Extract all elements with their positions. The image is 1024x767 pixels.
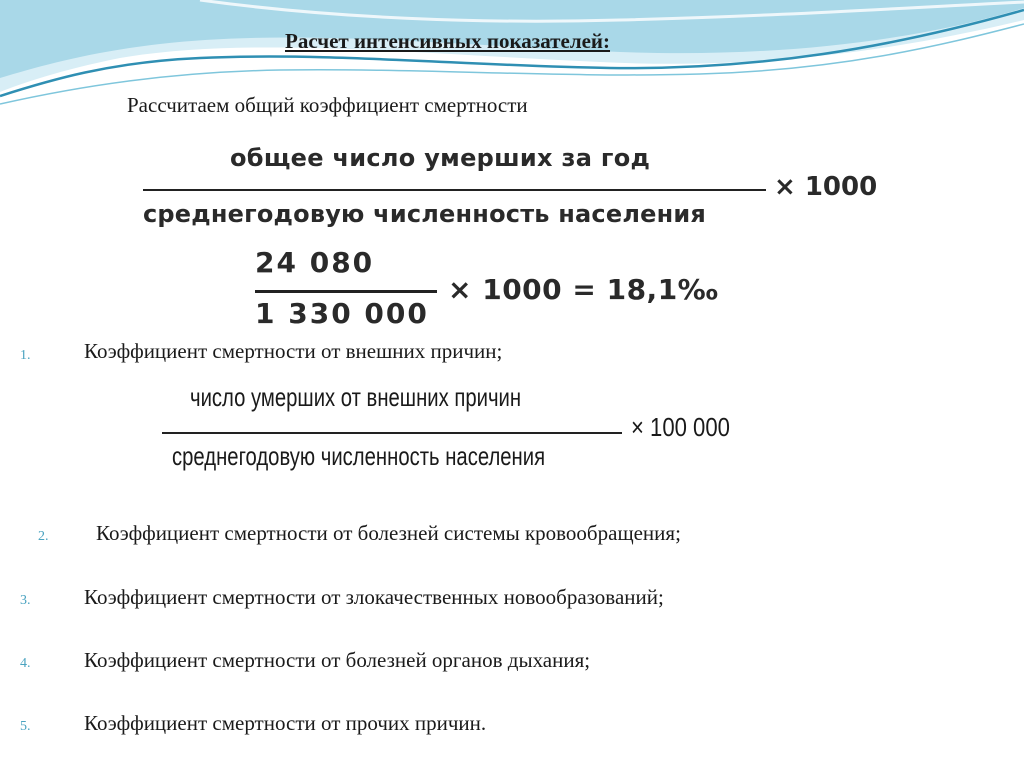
slide-subtitle: Рассчитаем общий коэффициент смертности — [127, 93, 528, 117]
formula-calc-numerator: 24 080 — [255, 246, 375, 279]
formula-calc-result: × 1000 = 18,1‰ — [448, 273, 719, 306]
formula-external-denominator: среднегодовую численность населения — [172, 441, 546, 471]
formula-general-numerator: общее число умерших за год — [230, 144, 651, 172]
formula-general-multiplier: × 1000 — [774, 172, 878, 202]
list-item-4-text: Коэффициент смертности от болезней органов дыхания; — [84, 648, 591, 672]
formula-external-fraction-line — [162, 432, 622, 434]
slide-title: Расчет интенсивных показателей: — [285, 29, 611, 53]
list-item-5-number: 5. — [20, 719, 31, 734]
formula-external-multiplier: × 100 000 — [631, 412, 730, 442]
list-item-3-number: 3. — [20, 593, 31, 608]
formula-general-fraction-line — [143, 189, 766, 191]
formula-external-numerator: число умерших от внешних причин — [190, 382, 522, 412]
list-item-5-text: Коэффициент смертности от прочих причин. — [84, 711, 487, 735]
list-item-4-number: 4. — [20, 656, 31, 671]
list-item-1-text: Коэффициент смертности от внешних причин; — [84, 339, 503, 363]
formula-general-denominator: среднегодовую численность населения — [143, 200, 706, 228]
formula-calc-denominator: 1 330 000 — [255, 297, 429, 330]
list-item-3-text: Коэффициент смертности от злокачественных новообразований; — [84, 585, 664, 609]
list-item-2-number: 2. — [38, 529, 49, 544]
list-item-2-text: Коэффициент смертности от болезней системы кровообращения; — [96, 521, 681, 545]
list-item-1-number: 1. — [20, 348, 31, 363]
formula-calc-fraction-line — [255, 290, 437, 293]
